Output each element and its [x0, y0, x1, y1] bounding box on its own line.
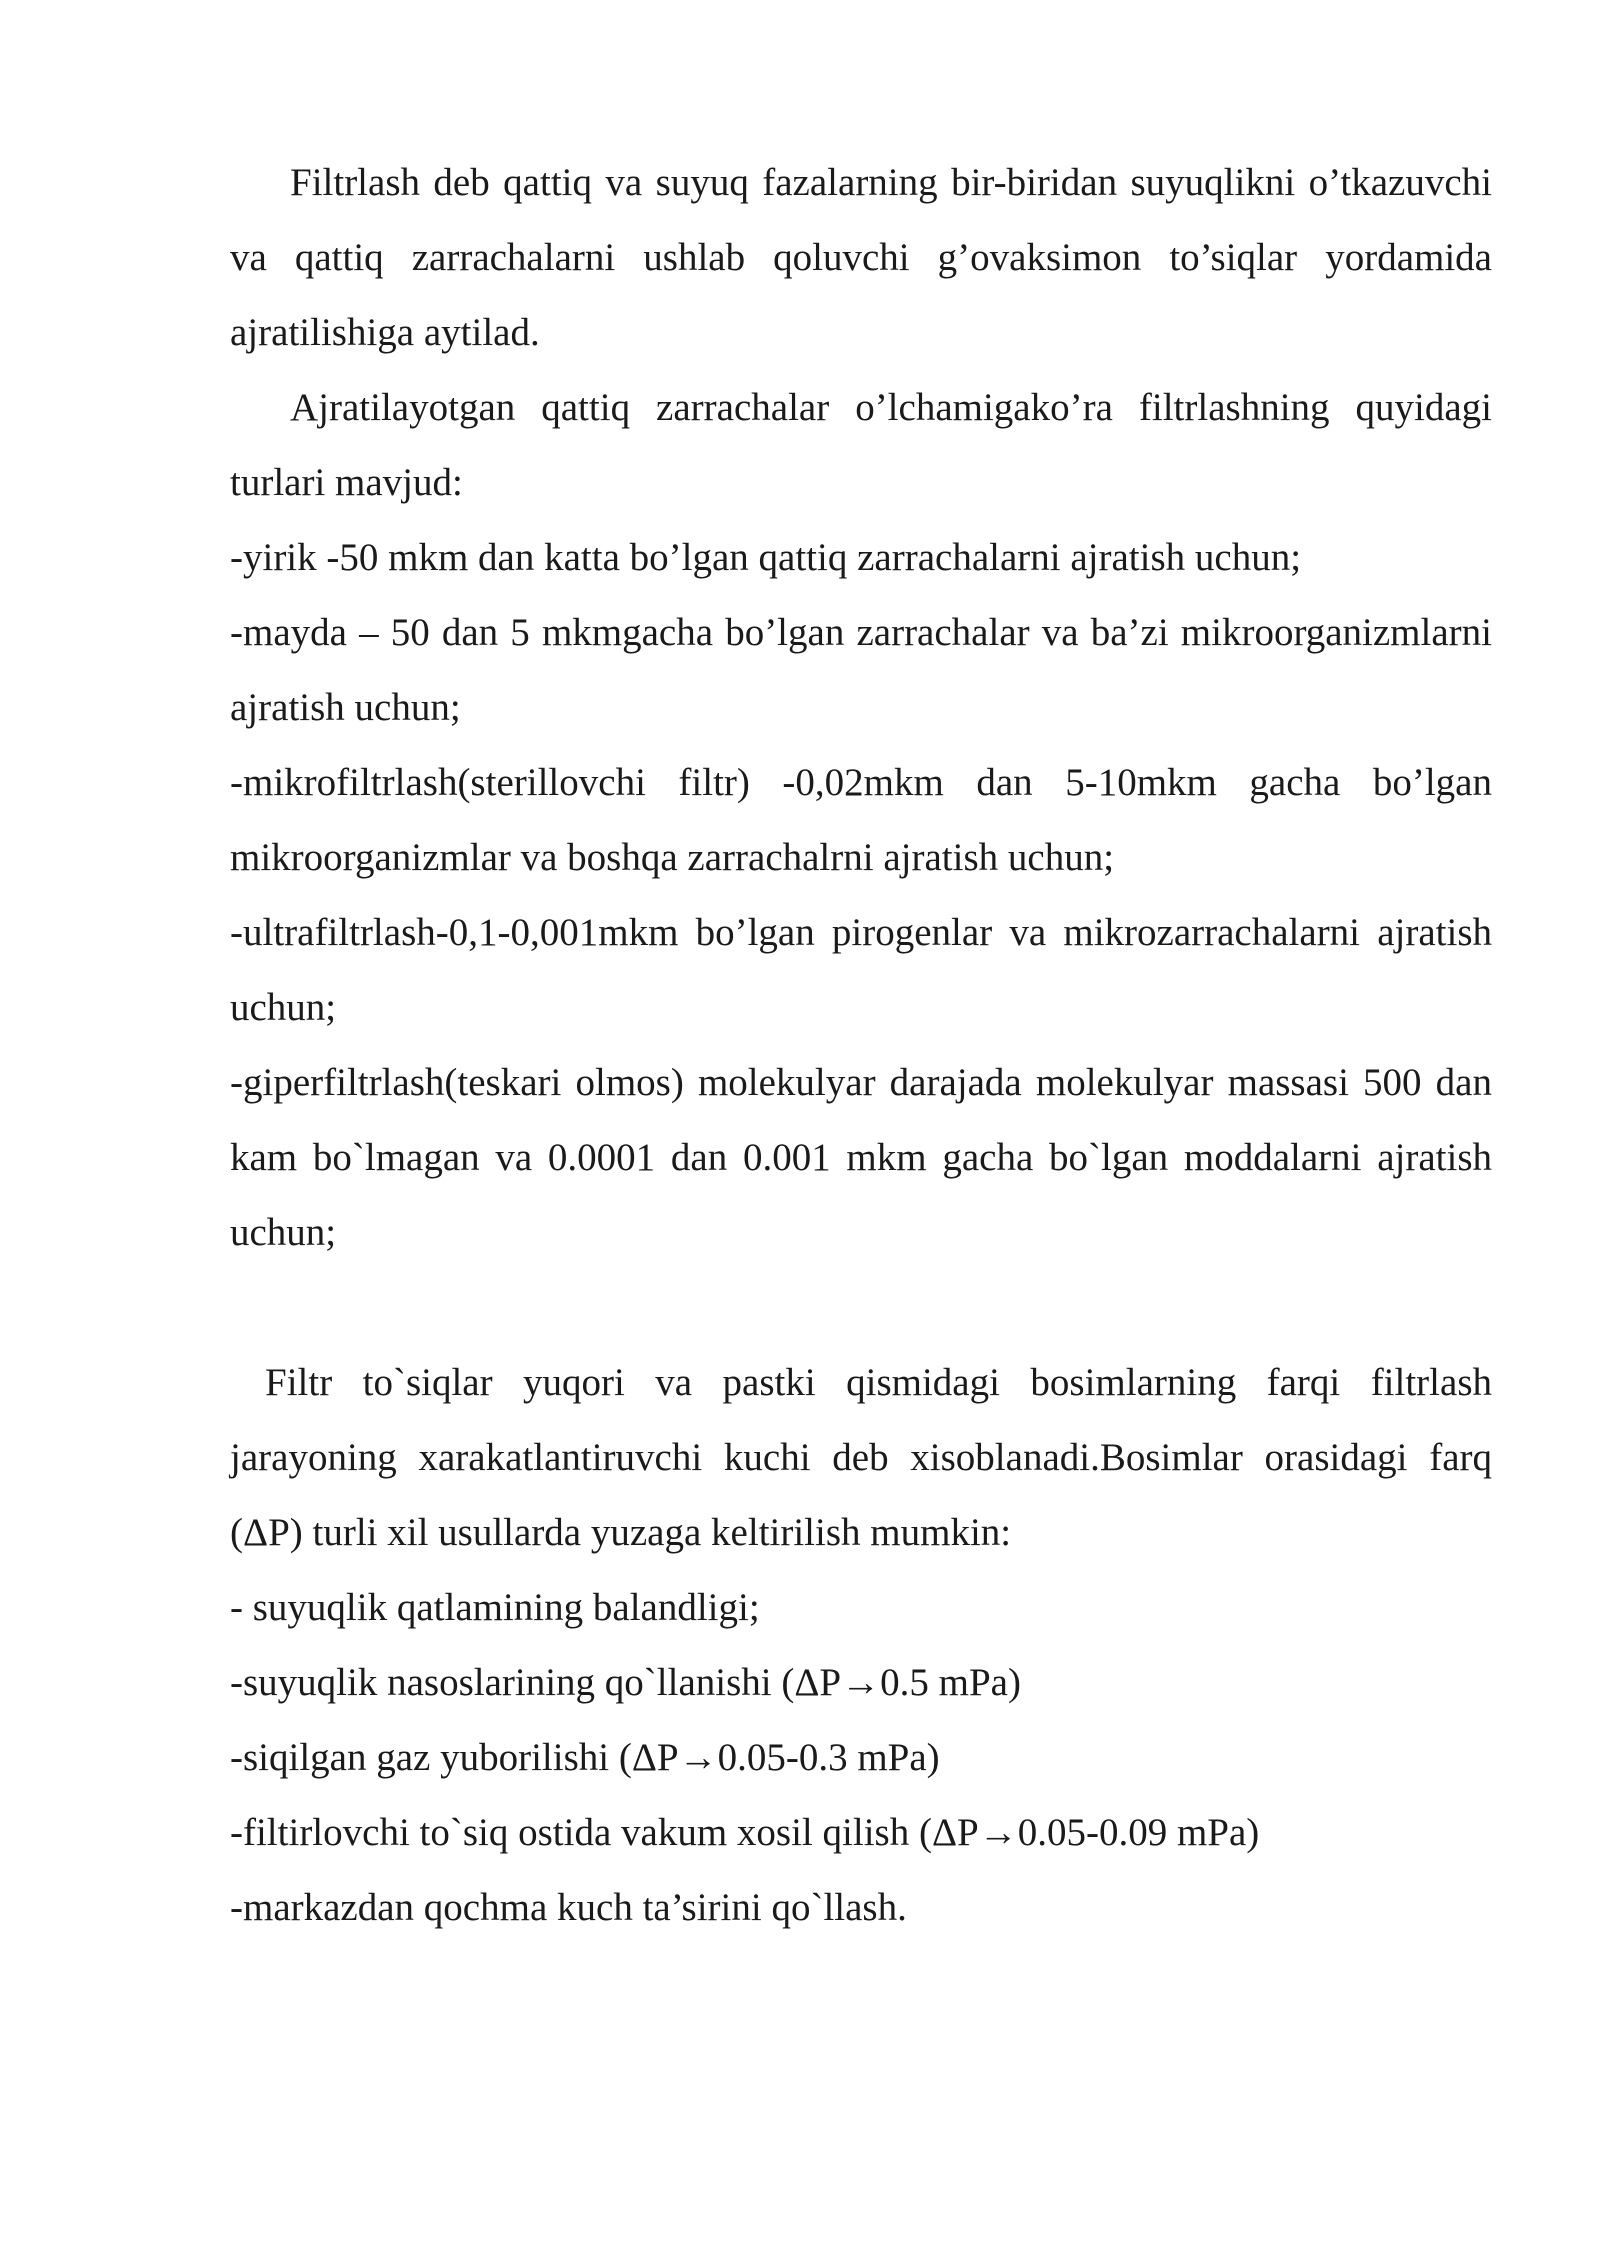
- paragraph-pressure-difference: Filtr to`siqlar yuqori va pastki qismidagi bosimlarning farqi filtrlash jarayoning xarakatlantiruvchi kuchi deb xisoblanadi.Bosimlar orasidagi farq (ΔP) turli xil usullarda yuzaga keltirilish mumkin:: [230, 1361, 1492, 1554]
- list-item-vacuum: -filtirlovchi to`siq ostida vakum xosil qilish (ΔP→0.05-0.09 mPa): [230, 1811, 1260, 1854]
- paragraph-filtration-definition: Filtrlash deb qattiq va suyuq fazalarning bir-biridan suyuqlikni o’tkazuvchi va qattiq zarrachalarni ushlab qoluvchi g’ovaksimon to’siqlar yordamida ajratilishiga aytilad.: [230, 161, 1492, 354]
- list-item-centrifugal: -markazdan qochma kuch ta’sirini qo`llash.: [230, 1886, 907, 1929]
- list-item-liquid-layer: - suyuqlik qatlamining balandligi;: [230, 1586, 760, 1629]
- list-item-hyperfiltration: -giperfiltrlash(teskari olmos) molekulyar darajada molekulyar massasi 500 dan kam bo`lmagan va 0.0001 dan 0.001 mkm gacha bo`lgan moddalarni ajratish uchun;: [230, 1061, 1492, 1254]
- document-page: [230, 145, 1492, 1945]
- paragraph-filtration-types-intro: Ajratilayotgan qattiq zarrachalar o’lchamigako’ra filtrlashning quyidagi turlari mavjud:: [230, 386, 1492, 504]
- list-item-ultrafiltration: -ultrafiltrlash-0,1-0,001mkm bo’lgan pirogenlar va mikrozarrachalarni ajratish uchun;: [230, 911, 1492, 1029]
- list-item-fine: -mayda – 50 dan 5 mkmgacha bo’lgan zarrachalar va ba’zi mikroorganizmlarni ajratish uchun;: [230, 611, 1492, 729]
- list-item-compressed-gas: -siqilgan gaz yuborilishi (ΔP→0.05-0.3 mPa): [230, 1736, 940, 1779]
- list-item-pumps: -suyuqlik nasoslarining qo`llanishi (ΔP→0.5 mPa): [230, 1661, 1021, 1704]
- list-item-microfiltration: -mikrofiltrlash(sterillovchi filtr) -0,02mkm dan 5-10mkm gacha bo’lgan mikroorganizmlar va boshqa zarrachalrni ajratish uchun;: [230, 761, 1492, 879]
- paragraph-spacer: [230, 1270, 1492, 1345]
- list-item-coarse: -yirik -50 mkm dan katta bo’lgan qattiq zarrachalarni ajratish uchun;: [230, 536, 1302, 579]
